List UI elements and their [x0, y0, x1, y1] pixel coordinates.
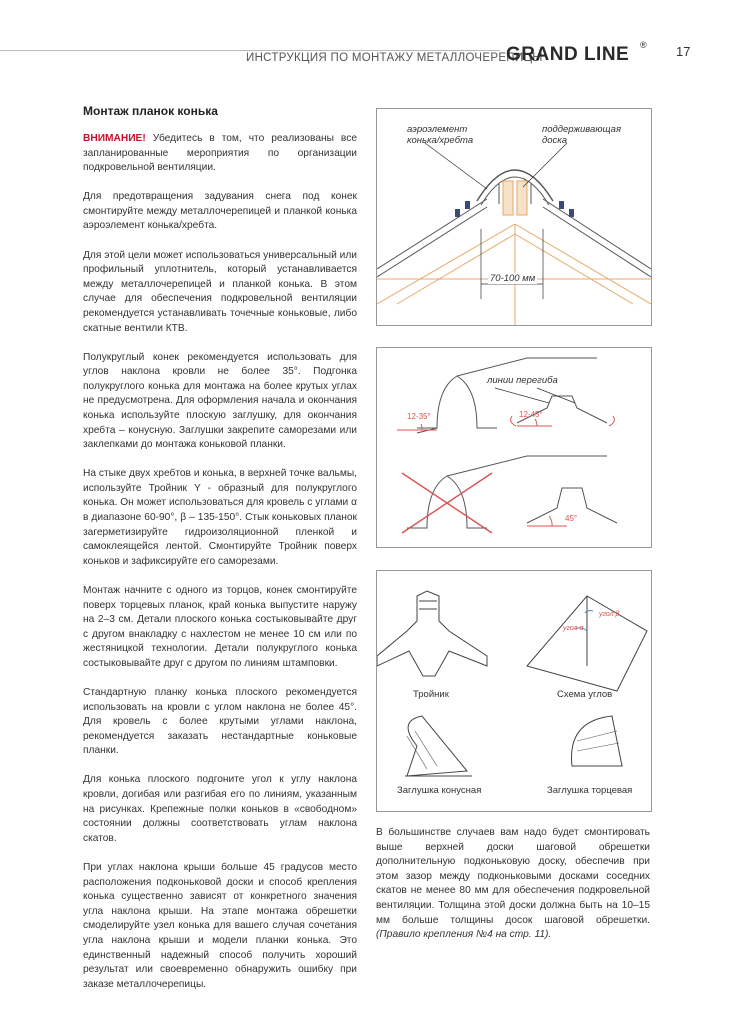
warning-paragraph	[83, 132, 357, 176]
angle-alpha-label: угол α	[563, 625, 584, 632]
paragraph-5: Монтаж начните с одного из торцов, конек смонтируйте поверх торцевых планок, край конька выпустите наружу на 2–3 см. Детали плоского конька состыковывайте друг с другом внакладку с нахлестом не менее 10 см или по жестяницкой технологии. Детали полукруглого конька состыковывайте друг с другом по линиям штамповки.	[83, 584, 357, 669]
caption-angle-scheme: Схема углов	[557, 689, 613, 700]
paragraph-2: Для этой цели может использоваться универсальный или профильный уплотнитель, который устанавливается между металлочерепицей и планкой конька. В этом случае для обеспечения подкровельной вентиляции рекомендуется устанавливать точечные коньковые, либо скатные вентили КТВ.	[83, 249, 357, 334]
header-title: ИНСТРУКЦИЯ ПО МОНТАЖУ МЕТАЛЛОЧЕРЕПИЦЫ	[246, 52, 543, 64]
brand-logo: GRAND LINE	[506, 44, 630, 65]
paragraph-7: Для конька плоского подгоните угол к углу наклона кровли, догибая или разгибая его по линиям, указанным на рисунках. Крепежные полки коньков в «свободном» состоянии должны соответствовать углам наклона скатов.	[83, 774, 357, 844]
ridge-accessories-figure	[376, 570, 652, 812]
angle-label-45: 45°	[565, 514, 578, 523]
right-paragraph-body: В большинстве случаев вам надо будет смонтировать выше верхней доски шаговой обрешетки дополнительную подконьковую доску, обеспечив при этом зазор между подконьковыми досками соседних скатов не менее 80 мм для обеспечения подкровельной вентиляции. Толщина этой доски должна быть на 10–15 мм больше толщины досок шаговой обрешетки.	[376, 827, 650, 926]
paragraph-1: Для предотвращения задувания снега под конек смонтируйте между металлочерепицей и планкой конька аэроэлемент конька/хребта.	[83, 191, 357, 232]
label-bend-lines: линии перегиба	[487, 375, 558, 386]
header-rule	[0, 50, 500, 51]
page-number: 17	[676, 44, 691, 59]
paragraph-8: При углах наклона крыши больше 45 градусов место расположения подконьковой доски и способ крепления конька существенно зависят от конкретного значения угла наклона крыши. На этапе монтажа обрешетки смоделируйте узел конька для вашего случая сочетания угла наклона крыши и модели планки конька. Это единственный надежный способ получить хороший результат или своевременно обнаружить ошибку при заказе металлочерепицы.	[83, 861, 357, 990]
warning-label: ВНИМАНИЕ!	[83, 133, 146, 144]
dimension-label: 70-100 мм	[490, 273, 536, 284]
paragraph-6: Стандартную планку конька плоского рекомендуется использовать на кровли с углом наклона не более 45°. Для кровель с более крутыми углами наклона, рекомендуется заказать нестандартные коньковые планки.	[83, 687, 357, 757]
caption-end-cap: Заглушка торцевая	[547, 785, 633, 796]
section-title: Монтаж планок конька	[83, 104, 218, 118]
paragraph-3: Полукруглый конек рекомендуется использовать для углов наклона кровли не более 35°. Подгонка полукруглого конька для монтажа на более крутых углах не предусмотрена. Для оформления начала и окончания конька используйте плоскую заглушку, для окончания хребта – конусную. Заглушки закрепите саморезами или заклепками до монтажа коньковой планки.	[83, 351, 357, 451]
caption-tee: Тройник	[413, 689, 449, 700]
label-aero-element-2: конька/хребта	[407, 135, 474, 146]
label-support-board: поддерживающая	[542, 124, 622, 135]
paragraph-4: На стыке двух хребтов и конька, в верхней точке вальмы, используйте Тройник Y - образный для полукруглого конька. Он может использоваться для кровель с углами α в диапазоне 60-90°, β – 135-150°. Стык коньковых планок загерметизируйте гидроизоляционной пленкой и самоклеящейся лентой. Смонтируйте Тройник поверх коньков и зафиксируйте его саморезами.	[83, 468, 357, 567]
angle-label-round: 12-35°	[407, 412, 431, 421]
caption-cone-cap: Заглушка конусная	[397, 785, 482, 796]
registered-mark: ®	[640, 40, 647, 50]
right-paragraph-reference: (Правило крепления №4 на стр. 11).	[376, 929, 552, 941]
angle-label-flat: 12-45°	[519, 410, 543, 419]
angle-beta-label: угол β	[599, 611, 620, 618]
right-paragraph	[376, 826, 650, 943]
label-aero-element: аэроэлемент	[407, 124, 468, 135]
label-support-board-2: доска	[542, 135, 568, 146]
left-column	[83, 104, 357, 1007]
ridge-section-figure	[376, 108, 652, 326]
warning-text: Убедитесь в том, что реализованы все запланированные мероприятия по организации подкровельной вентиляции.	[83, 133, 357, 174]
ridge-profiles-figure	[376, 347, 652, 548]
